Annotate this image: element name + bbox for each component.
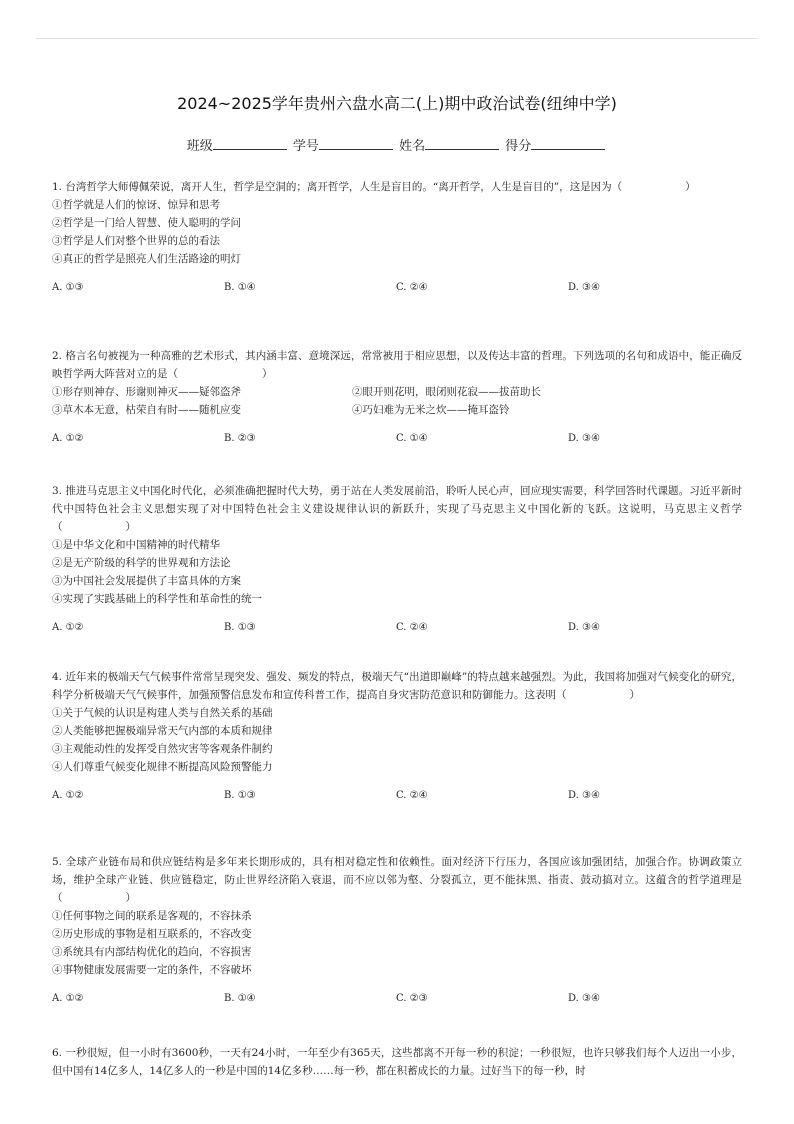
option-2: ②哲学是一门给人智慧、使人聪明的学问 xyxy=(52,217,241,229)
option-row xyxy=(52,383,742,401)
option-3: ③主观能动性的发挥受自然灾害等客观条件制约 xyxy=(52,743,273,755)
answer-choices xyxy=(52,430,742,448)
option-4: ④真正的哲学是照亮人们生活路途的明灯 xyxy=(52,253,241,265)
page-title: 2024~2025学年贵州六盘水高二(上)期中政治试卷(纽绅中学) xyxy=(177,94,617,113)
choice-c[interactable]: C. ①④ xyxy=(396,433,428,444)
score-blank[interactable] xyxy=(531,137,605,150)
question-5 xyxy=(52,853,742,1008)
question-stem: 4. 近年来的极端天气气候事件常常呈现突发、强发、频发的特点，极端天气“出道即巅峰”的特点越来越强烈。为此，我国将加强对气候变化的研究，科学分析极端天气气候事件，加强预警信息发布和宣传科普工作，提高自身灾害防范意识和防御能力。这表明（ ） xyxy=(52,671,742,701)
answer-choices xyxy=(52,279,742,297)
option-1: ①是中华文化和中国精神的时代精华 xyxy=(52,539,220,551)
question-2 xyxy=(52,347,742,448)
student-info-line xyxy=(0,135,794,154)
question-stem: 5. 全球产业链布局和供应链结构是多年来长期形成的，具有相对稳定性和依赖性。面对经济下行压力，各国应该加强团结，加强合作。协调政策立场，维护全球产业链、供应链稳定，防止世界经济陷入衰退，而不应以邻为壑、分裂孤立，更不能抹黑、指责、鼓动搞对立。这蕴含的哲学道理是（ ） xyxy=(52,856,742,904)
option-1: ①关于气候的认识是构建人类与自然关系的基础 xyxy=(52,707,273,719)
choice-a[interactable]: A. ①② xyxy=(52,622,84,633)
choice-a[interactable]: A. ①② xyxy=(52,993,84,1004)
option-3: ③系统具有内部结构优化的趋向，不容损害 xyxy=(52,946,252,958)
choice-c[interactable]: C. ②④ xyxy=(396,790,428,801)
option-1: ①哲学就是人们的惊讶、惊异和思考 xyxy=(52,199,220,211)
option-4: ④实现了实践基础上的科学性和革命性的统一 xyxy=(52,593,262,605)
number-label: 学号 xyxy=(292,139,319,154)
choice-b[interactable]: B. ①③ xyxy=(224,622,256,633)
choice-a[interactable]: A. ①② xyxy=(52,790,84,801)
option-row xyxy=(52,401,742,419)
class-blank[interactable] xyxy=(213,137,287,150)
answer-choices xyxy=(52,990,742,1008)
option-4: ④事物健康发展需要一定的条件，不容破坏 xyxy=(52,964,252,976)
choice-b[interactable]: B. ①③ xyxy=(224,790,256,801)
question-3 xyxy=(52,482,742,637)
choice-a[interactable]: A. ①③ xyxy=(52,282,84,293)
option-4: ④人们尊重气候变化规律不断提高风险预警能力 xyxy=(52,761,273,773)
option-2: ②眼开则花明，眼闭则花寂——拔苗助长 xyxy=(352,386,541,398)
question-1 xyxy=(52,178,742,297)
question-stem: 2. 格言名句被视为一种高雅的艺术形式，其内涵丰富、意境深远，常常被用于相应思想，以及传达丰富的哲理。下列选项的名句和成语中，能正确反映哲学两大阵营对立的是（ ） xyxy=(52,350,742,380)
option-2: ②是无产阶级的科学的世界观和方法论 xyxy=(52,557,231,569)
choice-d[interactable]: D. ③④ xyxy=(568,790,600,801)
choice-b[interactable]: B. ①④ xyxy=(224,282,256,293)
class-field[interactable] xyxy=(187,135,289,154)
question-4 xyxy=(52,668,742,805)
score-label: 得分 xyxy=(505,139,532,154)
option-4: ④巧妇难为无米之炊——掩耳盗铃 xyxy=(352,404,510,416)
option-3: ③为中国社会发展提供了丰富具体的方案 xyxy=(52,575,241,587)
number-field[interactable] xyxy=(293,135,395,154)
name-label: 姓名 xyxy=(399,139,426,154)
option-1: ①任何事物之间的联系是客观的，不容抹杀 xyxy=(52,910,252,922)
name-blank[interactable] xyxy=(425,137,499,150)
choice-d[interactable]: D. ③④ xyxy=(568,433,600,444)
number-blank[interactable] xyxy=(319,137,393,150)
choice-d[interactable]: D. ③④ xyxy=(568,993,600,1004)
answer-choices xyxy=(52,619,742,637)
choice-d[interactable]: D. ③④ xyxy=(568,622,600,633)
option-3: ③草木本无意，枯荣自有时——随机应变 xyxy=(52,404,241,416)
name-field[interactable] xyxy=(399,135,501,154)
class-label: 班级 xyxy=(186,139,213,154)
question-6 xyxy=(52,1044,742,1080)
choice-b[interactable]: B. ①④ xyxy=(224,993,256,1004)
choice-c[interactable]: C. ②④ xyxy=(396,282,428,293)
choice-a[interactable]: A. ①② xyxy=(52,433,84,444)
question-stem: 1. 台湾哲学大师傅佩荣说，离开人生，哲学是空洞的；离开哲学，人生是盲目的。“离开哲学，人生是盲目的”，这是因为（ ） xyxy=(52,181,696,193)
choice-d[interactable]: D. ③④ xyxy=(568,282,600,293)
question-stem: 6. 一秒很短，但一小时有3600秒，一天有24小时，一年至少有365天，这些都离不开每一秒的积淀；一秒很短，也许只够我们每个人迈出一小步，但中国有14亿多人，14亿多人的一秒是中国的14亿多秒……每一秒，都在积蓄成长的力量。过好当下的每一秒，时 xyxy=(52,1047,742,1077)
option-2: ②人类能够把握极端异常天气内部的本质和规律 xyxy=(52,725,273,737)
choice-c[interactable]: C. ②③ xyxy=(396,993,428,1004)
option-1: ①形存则神存、形谢则神灭——疑邻盗斧 xyxy=(52,386,241,398)
choice-c[interactable]: C. ②④ xyxy=(396,622,428,633)
score-field[interactable] xyxy=(505,135,607,154)
option-3: ③哲学是人们对整个世界的总的看法 xyxy=(52,235,220,247)
header-divider xyxy=(36,38,758,39)
option-2: ②历史形成的事物是相互联系的，不容改变 xyxy=(52,928,252,940)
question-stem: 3. 推进马克思主义中国化时代化，必须准确把握时代大势，勇于站在人类发展前沿，聆听人民心声，回应现实需要，科学回答时代课题。习近平新时代中国特色社会主义思想实现了对中国特色社会主义建设规律认识的新跃升，实现了马克思主义中国化新的飞跃。这说明，马克思主义哲学（ ） xyxy=(52,485,742,533)
choice-b[interactable]: B. ②③ xyxy=(224,433,256,444)
answer-choices xyxy=(52,787,742,805)
